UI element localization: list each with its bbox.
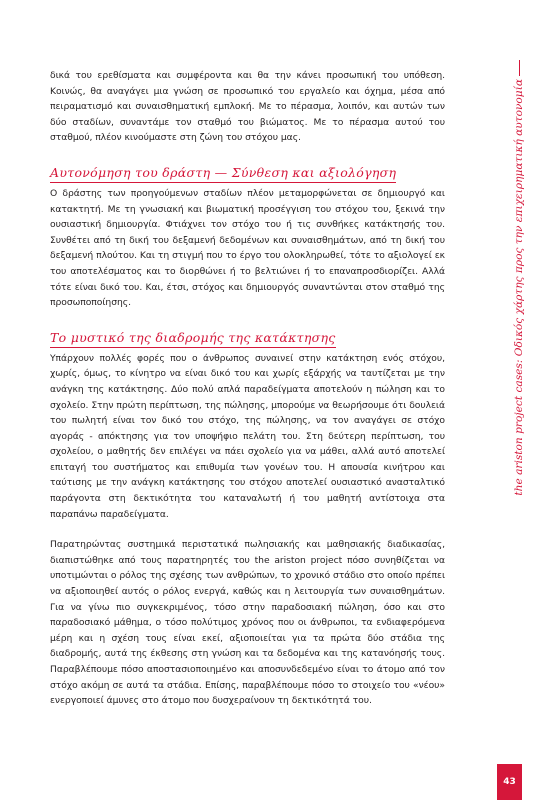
secret-paragraph-2: Παρατηρώντας συστημικά περιστατικά πωλησιακής και μαθησιακής διαδικασίας, διαπιστώθηκε από τους παρατηρητές του the ariston project πόσο συνηθίζεται να υποτιμώνται ο ρόλος της σχέσης των ανθρώπων, το χρονικό στάδιο στο οποίο πρέπει να αξιοποιηθεί αυτός ο ρόλος ενεργά, καθώς και η λειτουργία των συναισθημάτων. Για να γίνω πιο συγκεκριμένος, τόσο στην παραδοσιακή πώληση, όσο και στο παραδοσιακό μάθημα, ο τόσο πολύτιμος χρόνος που οι άνθρωποι, τα ενδιαφερόμενα μέρη και η σχέση τους είναι εκεί, αξιοποιείται για τα πρώτα δύο στάδια της διαδρομής, αυτά της έκθεσης στη γνώση και τα δεδομένα και της κατανόησής τους. Παραβλέπουμε πόσο αποστασιοποιημένο και αποσυνδεδεμένο είναι το άτομο από τον στόχο ακόμη σε αυτά τα στάδια. Επίσης, παραβλέπουμε πόσο το στοιχείο του «νέου» ενεργοποιεί άμυνες στο άτομο που δυσχεραίνουν τη δεκτικότητά του. (50, 539, 445, 707)
section-heading-autonomy (50, 165, 445, 183)
section-heading-secret-text: Το μυστικό της διαδρομής της κατάκτησης (50, 330, 336, 348)
intro-paragraph: δικά του ερεθίσματα και συμφέροντα και θα την κάνει προσωπική του υπόθεση. Κοινώς, θα αναγάγει μια γνώση σε προσωπικό του εργαλείο και όχημα, μέσα από πειραματισμό και συναισθηματική εμπλοκή. Με το πέρασμα, λοιπόν, και αυτών των δύο σταδίων, συναντάμε τον σταθμό του βιώματος. Με το πέρασμα αυτού του σταθμού, πλέον κινούμαστε στη ζώνη του στόχου μας. (50, 70, 445, 144)
running-head-rule (519, 60, 520, 76)
secret-paragraph-1: Υπάρχουν πολλές φορές που ο άνθρωπος συναινεί στην κατάκτηση ενός στόχου, χωρίς, όμως, το κίνητρο να είναι δικό του και χωρίς εξάρχής να ταυτίζεται με την ανάγκη της κατάκτησης. Δύο πολύ απλά παραδείγματα αποτελούν η πώληση και το σχολείο. Στην πρώτη περίπτωση, της πώλησης, μπορούμε να θεωρήσουμε ότι δουλειά του πωλητή είναι τον δικό του στόχο, της πώλησης, να τον αναγάγει σε στόχο αγοράς - απόκτησης για τον υποψήφιο πελάτη του. Στη δεύτερη περίπτωση, του σχολείου, ο μαθητής δεν επιλέγει να πάει σχολείο για να μάθει, αλλά αυτό αποτελεί επιταγή του συστήματος και επιθυμία των γονέων του. Η απουσία κινήτρου και ταύτισης με την ανάγκη κατάκτησης του στόχου αποτελεί ουσιαστικό ανασταλτικό παράγοντα στη δεκτικότητα του καταναλωτή ή του μαθητή αντίστοιχα στα παραπάνω παραδείγματα. (50, 352, 445, 520)
autonomy-paragraph: Ο δράστης των προηγούμενων σταδίων πλέον μεταμορφώνεται σε δημιουργό και κατακτητή. Με τη γνωσιακή και βιωματική προσέγγιση του στόχου του, ξεκινά την ουσιαστική δημιουργία. Φτιάχνει τον στόχο του ή τις συνθήκες κατάκτησής του. Συνθέτει από τη δική του δεξαμενή δεδομένων και συναισθημάτων, από τη δική του δεξαμενή πλούτου. Και τη στιγμή που το έργο του ολοκληρωθεί, τότε το αξιολογεί εκ του αποτελέσματος και το διορθώνει ή το βελτιώνει ή το επαναπροσδιορίζει. Αλλά τότε είναι δικό του. Και, έτσι, στόχος και δημιουργός συναντώνται στον σταθμό της προσωποποίησης. (50, 187, 445, 309)
running-head (511, 60, 527, 600)
section-heading-secret (50, 330, 445, 348)
section-heading-autonomy-text: Αυτονόμηση του δράστη — Σύνθεση και αξιολόγηση (50, 165, 396, 183)
page-number: 43 (497, 764, 522, 800)
running-head-text: the ariston project cases: Οδικός χάρτης προς την επιχειρηματική αυτονομία (513, 79, 525, 496)
running-head-rotated (511, 60, 527, 600)
body-text (50, 68, 445, 709)
